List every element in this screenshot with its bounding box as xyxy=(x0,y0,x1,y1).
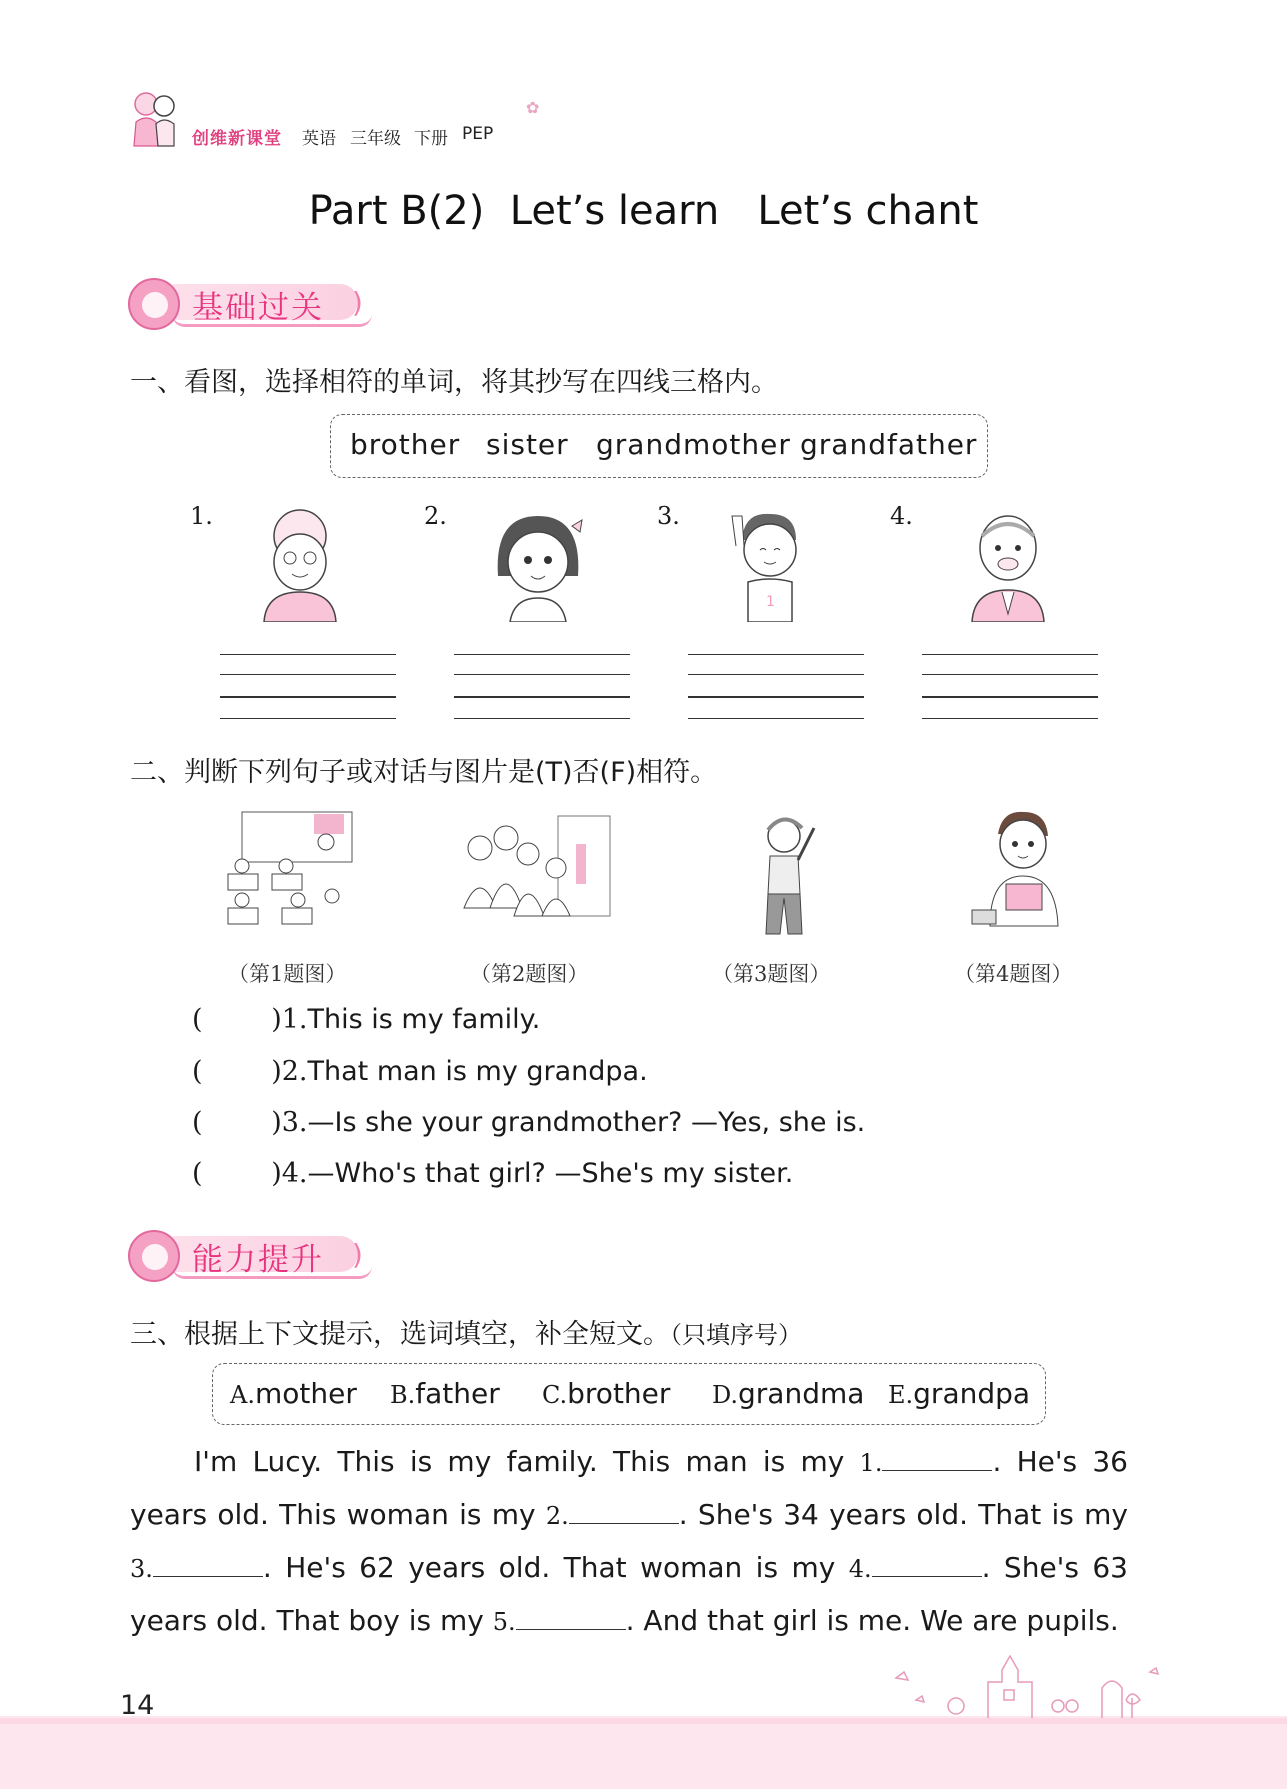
item-number: 1. xyxy=(190,502,213,530)
answer-bracket[interactable]: ( )3. xyxy=(192,1107,308,1138)
cloze-passage: I'm Lucy. This is my family. This man is my 1. . He's 36 years old. This woman is my 2. . She's 34 years old. That is my 3. . He's 62 years old. That woman is my 4. . She's 63 years old. That boy is my 5. . And that girl is me. We are pupils. xyxy=(130,1445,1128,1637)
blank-3[interactable] xyxy=(153,1550,263,1577)
page-title: Part B(2) Let’s learn Let’s chant xyxy=(308,188,979,234)
mascot-badge-icon xyxy=(128,278,180,330)
answer-bracket[interactable]: ( )4. xyxy=(192,1158,308,1189)
option-item: B.father xyxy=(390,1377,500,1410)
option-item: D.grandma xyxy=(712,1377,865,1410)
answer-bracket[interactable]: ( )2. xyxy=(192,1056,308,1087)
option-item: E.grandpa xyxy=(888,1377,1031,1410)
question-2-heading: 二、判断下列句子或对话与图片是(T)否(F)相符。 xyxy=(130,757,718,788)
word-option: sister xyxy=(486,428,569,461)
word-option: grandfather xyxy=(800,428,978,461)
subject-label: 英语 xyxy=(302,129,336,149)
item-text: —Is she your grandmother? —Yes, she is. xyxy=(307,1107,866,1138)
true-false-item xyxy=(192,1107,865,1138)
edition-label: PEP xyxy=(462,124,494,144)
blank-number: 5. xyxy=(492,1608,516,1636)
true-false-item xyxy=(192,1056,648,1087)
true-false-item xyxy=(192,1158,793,1189)
question-1-heading: 一、看图，选择相符的单词，将其抄写在四线三格内。 xyxy=(130,367,778,398)
grandfather-illustration xyxy=(962,506,1054,622)
brother-illustration xyxy=(726,506,812,622)
figure-caption: （第2题图） xyxy=(470,962,589,986)
item-text: This is my family. xyxy=(307,1004,541,1035)
castle-decoration-icon xyxy=(886,1648,1170,1720)
blank-number: 4. xyxy=(848,1555,872,1583)
figure-caption: （第3题图） xyxy=(712,962,831,986)
section-banner-advanced xyxy=(128,1228,374,1282)
blank-4[interactable] xyxy=(872,1550,982,1577)
writing-lines-1[interactable] xyxy=(220,654,396,720)
section-banner-basic xyxy=(128,276,374,330)
boy-reading-illustration xyxy=(968,806,1074,932)
writing-lines-4[interactable] xyxy=(922,654,1098,720)
question-3-heading xyxy=(130,1312,802,1351)
mascot-badge-icon xyxy=(128,1230,180,1282)
svg-text:1: 1 xyxy=(766,594,775,610)
flower-icon: ✿ xyxy=(526,98,540,117)
blank-number: 1. xyxy=(859,1449,883,1477)
heading-text: 三、根据上下文提示，选词填空，补全短文。 xyxy=(130,1319,670,1350)
blank-number: 3. xyxy=(130,1555,153,1583)
section-label: 基础过关 xyxy=(192,290,324,326)
family-illustration xyxy=(458,808,612,932)
option-item: C.brother xyxy=(542,1377,671,1410)
swoosh-icon: ) xyxy=(352,286,363,319)
brand-mascot-icon xyxy=(128,88,180,150)
word-option: grandmother xyxy=(596,428,791,461)
section-label: 能力提升 xyxy=(192,1242,324,1278)
page-number: 14 xyxy=(120,1690,155,1721)
word-option: brother xyxy=(350,428,461,461)
heading-note: （只填序号） xyxy=(670,1321,802,1349)
volume-label: 下册 xyxy=(414,129,448,149)
blank-5[interactable] xyxy=(516,1603,626,1630)
blank-1[interactable] xyxy=(882,1444,992,1471)
footer-band xyxy=(0,1716,1287,1789)
figure-caption: （第1题图） xyxy=(228,962,347,986)
item-number: 3. xyxy=(657,502,680,530)
brand-name: 创维新课堂 xyxy=(192,129,282,149)
blank-2[interactable] xyxy=(569,1497,679,1524)
item-number: 4. xyxy=(890,502,913,530)
answer-bracket[interactable]: ( )1. xyxy=(192,1004,308,1035)
grade-label: 三年级 xyxy=(350,129,401,149)
sister-illustration xyxy=(488,506,588,622)
figure-caption: （第4题图） xyxy=(954,962,1073,986)
item-number: 2. xyxy=(424,502,447,530)
swoosh-icon: ) xyxy=(352,1238,363,1271)
writing-lines-2[interactable] xyxy=(454,654,630,720)
writing-lines-3[interactable] xyxy=(688,654,864,720)
blank-number: 2. xyxy=(545,1502,569,1530)
item-text: —Who's that girl? —She's my sister. xyxy=(307,1158,794,1189)
option-item: A.mother xyxy=(230,1377,357,1410)
grandmother-illustration xyxy=(252,506,348,622)
classroom-illustration xyxy=(222,808,360,938)
girl-stretching-illustration xyxy=(744,808,826,940)
true-false-item xyxy=(192,1004,540,1035)
item-text: That man is my grandpa. xyxy=(307,1056,648,1087)
